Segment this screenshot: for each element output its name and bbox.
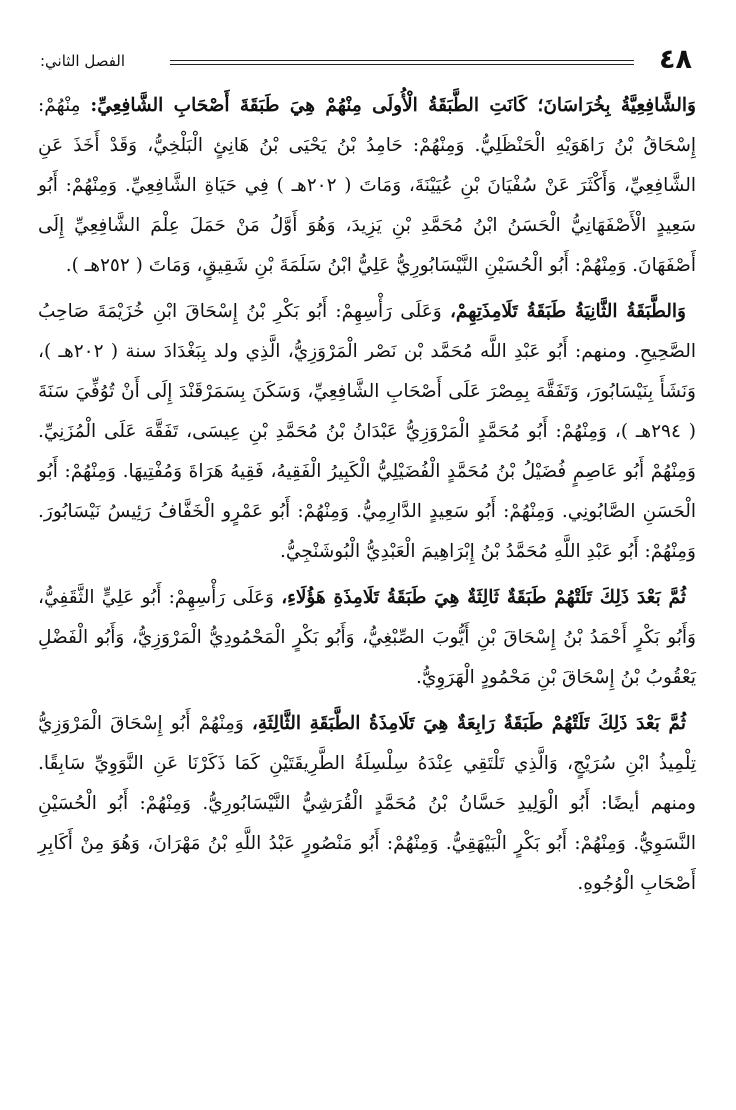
paragraph-lead: وَالشَّافِعِيَّةُ بِخُرَاسَانَ؛ كَانَتِ الطَّبَقَةُ الْأُولَى مِنْهُمْ هِيَ طَبَقَةَ أَصْحَابِ الشَّافِعِيِّ: xyxy=(90,95,696,116)
header-rule xyxy=(170,60,634,65)
paragraph-text: وَمِنْهُمْ أَبُو إِسْحَاقَ الْمَرْوَزِيُّ تِلْمِيذُ ابْنِ سُرَيْجٍ، وَالَّذِي تَلْتَقِي عِنْدَهُ سِلْسِلَةُ الطَّرِيقَتَيْنِ كَمَا ذَكَرْنَا عَنِ النَّوَوِيِّ سَابِقًا. ومنهم أيضًا: أَبُو الْوَلِيدِ حَسَّانُ بْنُ مُحَمَّدٍ الْقُرَشِيُّ النَّيْسَابُورِيُّ. وَمِنْهُمْ: أَبُو الْحُسَيْنِ النَّسَوِيُّ. وَمِنْهُمْ: أَبُو بَكْرٍ الْبَيْهَقِيُّ. وَمِنْهُمْ: أَبُو مَنْصُورٍ عَبْدُ اللَّهِ بْنُ مَهْرَانَ، وَهُوَ مِنْ أَكَابِرِ أَصْحَابِ الْوُجُوهِ. xyxy=(38,713,696,894)
paragraph-text: وَعَلَى رَأْسِهِمْ: أَبُو عَلِيٍّ الثَّقَفِيُّ، وَأَبُو بَكْرٍ أَحْمَدُ بْنُ إِسْحَاقَ بْنِ أَيُّوبَ الصِّبْغِيُّ، وَأَبُو بَكْرٍ الْمَحْمُودِيُّ الْمَرْوَزِيُّ، وَأَبُو الْفَضْلِ يَعْقُوبُ بْنُ إِسْحَاقَ بْنِ مَحْمُودٍ الْهَرَوِيُّ. xyxy=(38,587,696,688)
paragraph-text: وَعَلَى رَأْسِهِمْ: أَبُو بَكْرِ بْنُ إِسْحَاقَ ابْنِ خُزَيْمَةَ صَاحِبُ الصَّحِيحِ. ومنهم: أَبُو عَبْدِ اللَّه مُحَمَّد بْن نَصْر الْمَرْوَزِيُّ، الَّذِي ولد بِبَغْدَادَ سنة ( ٢٠٢هـ )، وَنَشَأَ بِنَيْسَابُورَ، وَتَفَقَّهَ بِمِصْرَ عَلَى أَصْحَابِ الشَّافِعِيِّ، وَسَكَنَ بِسَمَرْقَنْدَ إِلَى أَنْ تُوُفِّيَ سَنَةَ ( ٢٩٤هـ )، وَمِنْهُمْ: أَبُو مُحَمَّدٍ الْمَرْوَزِيُّ عَبْدَانُ بْنُ مُحَمَّدِ بْنِ عِيسَى، تَفَقَّهَ عَلَى الْمُزَنِيِّ. وَمِنْهُمْ أَبُو عَاصِمٍ فُضَيْلُ بْنُ مُحَمَّدٍ الْفُضَيْلِيُّ الْكَبِيرُ الْفَقِيهُ، فَقِيهُ هَرَاةَ وَمُفْتِيهَا. وَمِنْهُمْ: أَبُو الْحَسَنِ الصَّابُونِي. وَمِنْهُمْ: أَبُو سَعِيدٍ الدَّارِمِيُّ. وَمِنْهُمْ: أَبُو عَمْرٍو الْخَفَّافُ رَئِيسُ نَيْسَابُورَ. وَمِنْهُمْ: أَبُو عَبْدِ اللَّهِ مُحَمَّدُ بْنُ إِبْرَاهِيمَ الْعَبْدِيُّ الْبُوشَنْجِيُّ. xyxy=(38,301,696,562)
chapter-title: الفصل الثاني: xyxy=(40,52,126,70)
paragraph-text: مِنْهُمْ: إِسْحَاقُ بْنُ رَاهَوَيْهِ الْحَنْظَلِيُّ. وَمِنْهُمْ: حَامِدُ بْنُ يَحْيَى بْنُ هَانِئٍ الْبَلْخِيُّ، وَقَدْ أَخَذَ عَنِ الشَّافِعِيِّ، وَأَكْثَرَ عَنْ سُفْيَانَ بْنِ عُيَيْنَةَ، وَمَاتَ ( ٢٠٢هـ ) فِي حَيَاةِ الشَّافِعِيِّ. وَمِنْهُمْ: أَبُو سَعِيدٍ الْأَصْفَهَانِيُّ الْحَسَنُ ابْنُ مُحَمَّدِ بْنِ يَزِيدَ، وَهُوَ أَوَّلُ مَنْ حَمَلَ عِلْمَ الشَّافِعِيِّ إِلَى أَصْفَهَانَ. وَمِنْهُمْ: أَبُو الْحُسَيْنِ النَّيْسَابُورِيُّ عَلِيُّ ابْنُ سَلَمَةَ بْنِ شَقِيقٍ، وَمَاتَ ( ٢٥٢هـ ). xyxy=(38,95,696,276)
paragraph-lead: ثُمَّ بَعْدَ ذَلِكَ تَلَتْهُمْ طَبَقَةٌ رَابِعَةٌ هِيَ تَلَامِذَةُ الطَّبَقَةِ الثَّالِثَةِ، xyxy=(251,713,687,734)
paragraph-lead: وَالطَّبَقَةُ الثَّانِيَةُ طَبَقَةُ تَلَامِذَتِهِمْ، xyxy=(449,301,686,322)
paragraph-2 xyxy=(38,292,696,572)
page-number: ٤٨ xyxy=(659,44,692,75)
page-header xyxy=(40,40,696,80)
paragraph-lead: ثُمَّ بَعْدَ ذَلِكَ تَلَتْهُمْ طَبَقَةٌ ثَالِثَةٌ هِيَ طَبَقَةُ تَلَامِذَةِ هَؤُلَاءِ، xyxy=(281,587,686,608)
paragraph-4 xyxy=(38,704,696,904)
page-body xyxy=(38,86,696,1070)
paragraph-1 xyxy=(38,86,696,286)
paragraph-3 xyxy=(38,578,696,698)
